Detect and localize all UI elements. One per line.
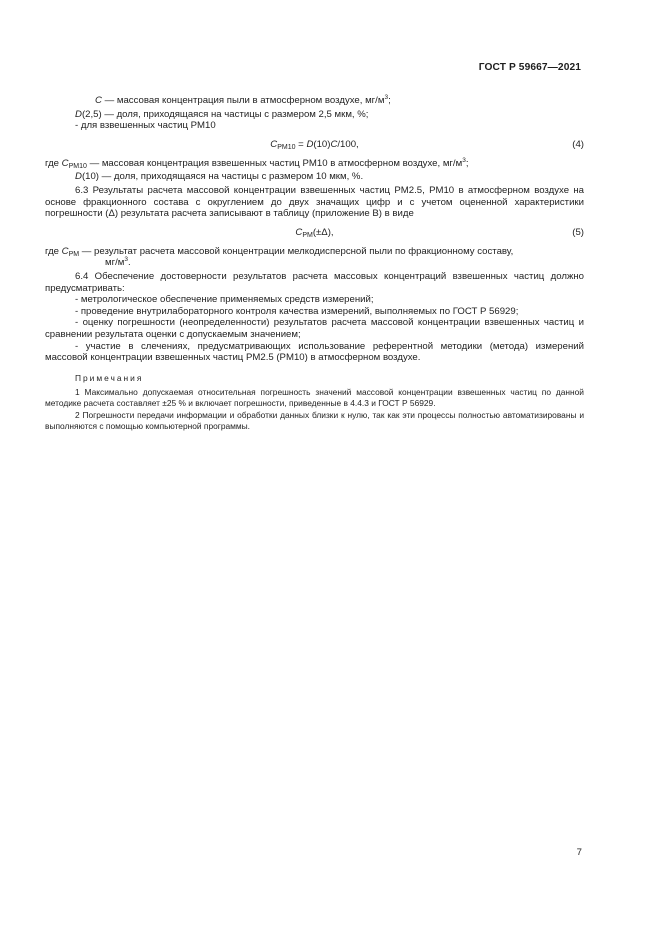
bullet-quality-control: - проведение внутрилабораторного контроля качества измерений, выполняемых по ГОСТ Р 56929; (75, 305, 519, 317)
paragraph-6-4: 6.4 Обеспечение достоверности результатов расчета массовых концентраций взвешенных частиц должно предусматривать: (45, 270, 584, 294)
line-d10-definition: D(10) — доля, приходящаяся на частицы с размером 10 мкм, %. (75, 171, 364, 183)
note-2: 2 Погрешности передачи информации и обработки данных близки к нулю, так как эти процессы полностью автоматизированы и выполняются с помощью компьютерной программы. (45, 410, 584, 431)
formula-4-number: (4) (572, 138, 584, 150)
var-c: C (95, 95, 102, 106)
standard-header: ГОСТ Р 59667—2021 (478, 62, 581, 73)
formula-5-expression: $C_{PM}(\pm\Delta)$, (295, 226, 334, 239)
bullet-metrology: - метрологическое обеспечение применяемых средств измерений; (75, 294, 374, 306)
var-d: D (75, 108, 82, 120)
formula-5-number: (5) (572, 226, 584, 238)
where-5-unit: $мг/м^3$. (105, 256, 131, 269)
notes-title: Примечания (75, 372, 144, 383)
line-pm10-heading: - для взвешенных частиц PM10 (75, 120, 216, 132)
bullet-comparisons: - участие в слечениях, предусматривающих использование референтной методики (метода) измерений массовой концентрации взвешенных частиц PM2.5 (PM10) в атмосферном воздухе. (45, 340, 584, 364)
formula-4-expression: $C_{PM10} = D(10)C/100$, (270, 138, 359, 151)
paragraph-6-3: 6.3 Результаты расчета массовой концентрации взвешенных частиц PM2.5, PM10 в атмосферном воздухе на основе фракционного состава с округлением до двух значащих цифр и с учетом оцененной характеристики погрешности (Δ) результата расчета записывают в таблицу (приложение В) в виде (45, 184, 584, 220)
line-c-definition: C — массовая концентрация пыли в атмосферном воздухе, $мг/м^3$; (95, 94, 391, 106)
formula-4 (45, 137, 584, 154)
line-d25-definition: D(2,5) — доля, приходящаяся на частицы с размером 2,5 мкм, %; (75, 108, 369, 120)
note-1: 1 Максимально допускаемая относительная погрешность значений массовой концентрации взвешенных частиц по данной методике расчета составляет ±25 % и включает погрешности, приведенные в 4.4.3 и ГОСТ Р 56929. (45, 387, 584, 408)
document-content (45, 95, 584, 431)
formula-5 (45, 225, 584, 242)
where-4: где $C_{PM10}$ — массовая концентрация взвешенных частиц PM10 в атмосферном воздухе, $мг/м^3$; (45, 156, 469, 170)
where-5: где $C_{PM}$ — результат расчета массовой концентрации мелкодисперсной пыли по фракционному составу, (45, 245, 514, 258)
page-number: 7 (576, 847, 582, 858)
bullet-uncertainty: - оценку погрешности (неопределенности) результатов расчета массовой концентрации взвешенных частиц и сравнении результата оценки с допускаемым значением; (45, 317, 584, 340)
